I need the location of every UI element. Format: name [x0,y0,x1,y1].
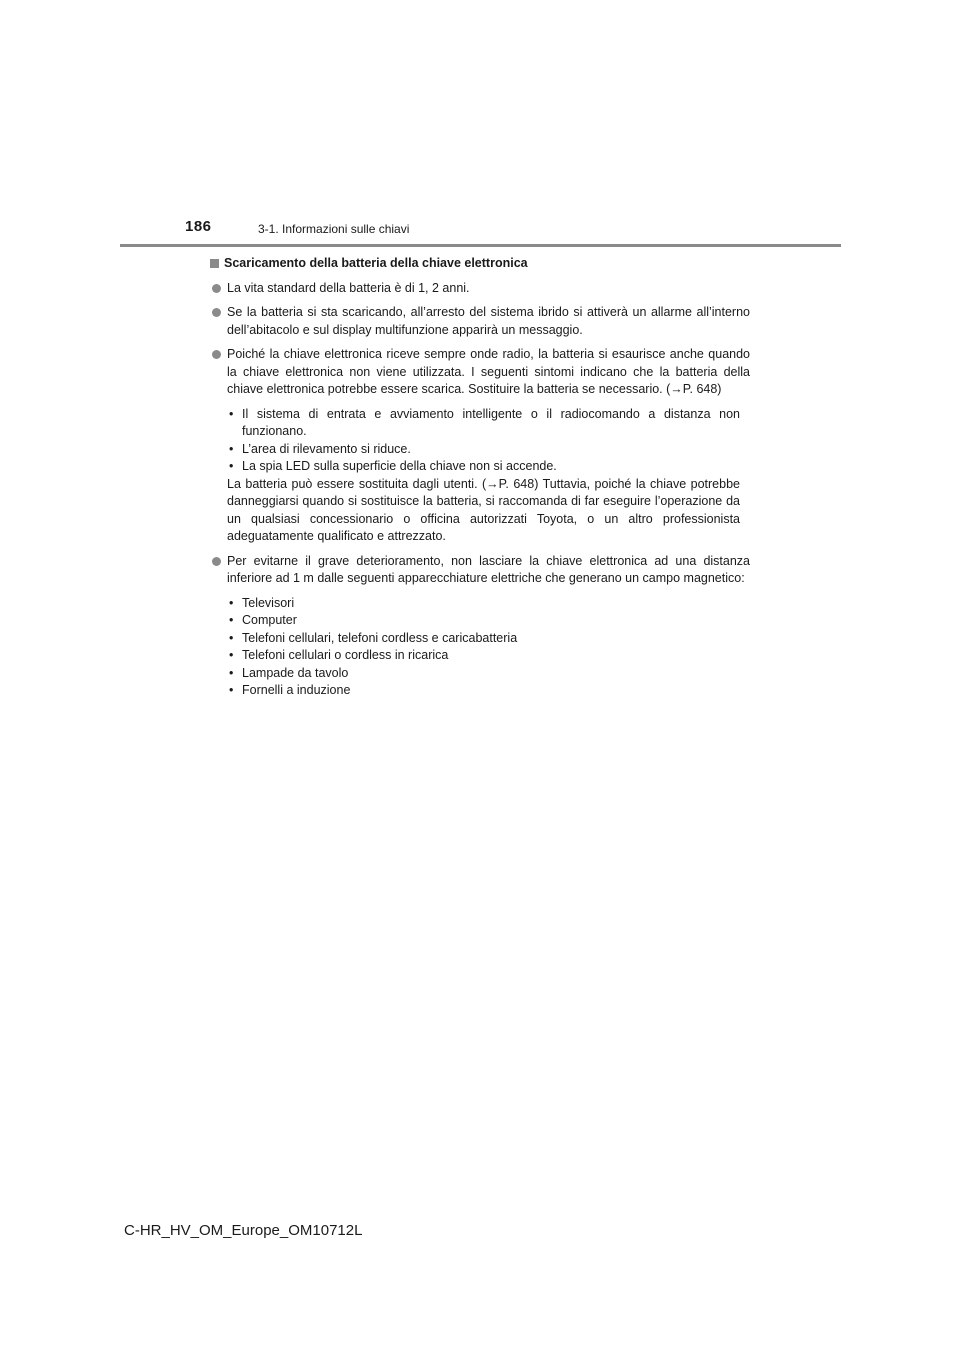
dot-marker-icon: • [229,595,234,610]
device-text: Telefoni cellulari o cordless in ricarica [242,648,449,662]
symptom-text: Il sistema di entrata e avviamento intelligente o il radiocomando a distanza non funzionano. [242,406,740,438]
dot-marker-icon: • [229,441,234,456]
symptom-text: La spia LED sulla superficie della chiave non si accende. [242,459,557,473]
device-item [227,630,740,648]
bullet-item [210,304,750,339]
device-text: Telefoni cellulari, telefoni cordless e caricabatteria [242,630,518,645]
symptom-item [227,406,740,441]
dot-marker-icon: • [229,648,234,662]
bullet-item [210,346,750,399]
round-bullet-icon [212,284,221,293]
device-list [227,595,750,700]
content [210,255,750,707]
device-item [227,665,740,683]
bullet-text: Per evitarne il grave deterioramento, non lasciare la chiave elettronica ad una distanza inferiore ad 1 m dalle seguenti apparecchiature elettriche che generano un campo magnetico: [227,553,750,585]
page-number: 186 [185,218,212,235]
bullet-text: Se la batteria si sta scaricando, all’arresto del sistema ibrido si attiverà un allarme all’interno dell’abitacolo e sul display multifunzione apparirà un messaggio. [227,305,750,337]
footer-document-code: C-HR_HV_OM_Europe_OM10712L [124,1222,363,1239]
dot-marker-icon: • [229,665,234,680]
round-bullet-icon [212,557,221,566]
device-text: Televisori [242,595,295,610]
device-text: Computer [242,613,297,627]
device-item [227,647,740,665]
dot-marker-icon: • [229,683,234,697]
section-heading-text: Scaricamento della batteria della chiave elettronica [224,256,528,270]
symptom-item [227,458,740,476]
dot-marker-icon: • [229,613,234,627]
bullet-text: La vita standard della batteria è di 1, 2 anni. [227,280,470,295]
bullet-item [210,553,750,588]
symptom-list [227,406,750,546]
round-bullet-icon [212,350,221,359]
header-rule [120,244,841,247]
device-item [227,595,740,613]
symptom-text: L’area di rilevamento si riduce. [242,441,411,456]
device-text: Fornelli a induzione [242,683,351,697]
bullet-item [210,280,750,298]
device-text: Lampade da tavolo [242,665,349,680]
bullet-text: Poiché la chiave elettronica riceve sempre onde radio, la batteria si esaurisce anche quando la chiave elettronica non viene utilizzata. I seguenti sintomi indicano che la batteria della chiave elettronica potrebbe essere scarica. Sostituire la batteria se necessario. (→P. 648) [227,347,750,396]
dot-marker-icon: • [229,459,234,473]
device-item [227,612,740,630]
square-bullet-icon [210,259,219,268]
symptom-item [227,441,740,459]
replacement-note: La batteria può essere sostituita dagli utenti. (→P. 648) Tuttavia, poiché la chiave potrebbe danneggiarsi quando si sostituisce la batteria, si raccomanda di far eseguire l’operazione da un qualsiasi concessionario o officina autorizzati Toyota, o un altro professionista adeguatamente qualificato e attrezzato. [227,476,740,543]
section-heading [210,255,750,273]
section-title: 3-1. Informazioni sulle chiavi [258,222,410,236]
dot-marker-icon: • [229,630,234,645]
device-item [227,682,740,700]
round-bullet-icon [212,308,221,317]
dot-marker-icon: • [229,406,234,421]
